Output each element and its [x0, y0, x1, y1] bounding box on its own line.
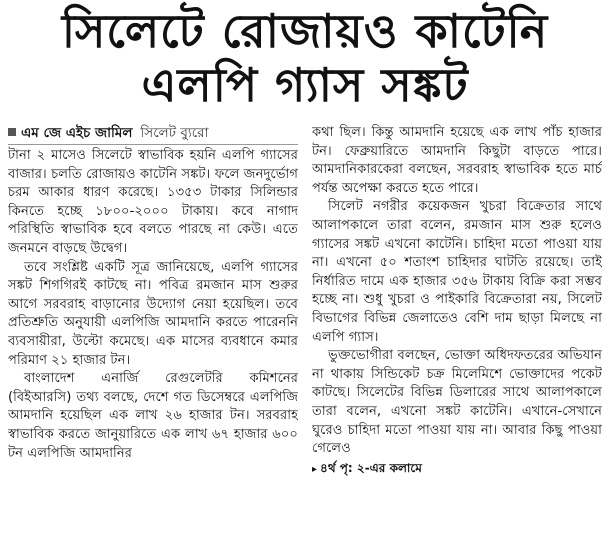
paragraph: টানা ২ মাসেও সিলেটে স্বাভাবিক হয়নি এলপি গ্যাসের বাজার। চলতি রোজায়ও কাটেনি সঙ্কট। ফলে জনদুর্ভোগ চরম আকার ধারণ করেছে। ১৩৫৩ টাকার সিলিন্ডার কিনতে হচ্ছে ১৮০০-২০০০ টাকায়। কবে নাগাদ পরিস্থিতি স্বাভাবিক হবে বলতে পারছে না কেউ। এতে জনমনে বাড়ছে উদ্বেগ।	[8, 148, 298, 256]
paragraph: কথা ছিল। কিন্তু আমদানি হয়েছে এক লাখ পাঁচ হাজার টন। ফেব্রুয়ারিতে আমদানি কিছুটা বাড়তে পারে। আমদানিকারকেরা বলছেন, সরবরাহ স্বাভাবিক হতে মার্চ পর্যন্ত অপেক্ষা করতে হতে পারে।	[312, 125, 602, 196]
byline-bureau: সিলেট ব্যুরো	[140, 125, 209, 141]
continuation-note	[312, 461, 422, 475]
headline-line-1: সিলেটে রোজায়ও কাটেনি	[61, 4, 549, 58]
byline	[8, 124, 298, 145]
continuation-text: ৪র্থ পৃ: ২-এর কলামে	[320, 460, 422, 475]
triangle-icon: ▸	[312, 463, 318, 475]
byline-square-icon	[8, 128, 16, 136]
byline-author: এম জে এইচ জামিল	[21, 125, 133, 141]
article-body	[8, 124, 602, 536]
paragraph: তবে সংশ্লিষ্ট একটি সূত্র জানিয়েছে, এলপি গ্যাসের সঙ্কট শিগগিরই কাটছে না। পবিত্র রমজান মাস শুরুর আগে সরবরাহ বাড়ানোর উদ্যোগ নেয়া হয়েছিল। তবে প্রতিশ্রুতি অনুযায়ী এলপিজি আমদানি করতে পারেননি ব্যবসায়ীরা, উল্টো কমেছে। এক মাসের ব্যবধানে কমার পরিমাণ ২১ হাজার টন।	[8, 259, 298, 368]
paragraph: সিলেট নগরীর কয়েকজন খুচরা বিক্রেতার সাথে আলাপকালে তারা বলেন, রমজান মাস শুরু হলেও গ্যাসের সঙ্কট এখনো কাটেনি। চাহিদা মতো পাওয়া যায় না। এখনো ৫০ শতাংশ চাহিদার ঘাটতি রয়েছে। তাই নির্ধারিত দামে এক হাজার ৩৫৬ টাকায় বিক্রি করা সম্ভব হচ্ছে না। শুধু খুচরা ও পাইকারি বিক্রেতারা নয়, সিলেট বিভাগের বিভিন্ন জেলাতেও বেশি দাম ছাড়া মিলছে না এলপি গ্যাস।	[312, 199, 602, 345]
right-column	[312, 124, 602, 536]
paragraph: ভুক্তভোগীরা বলছেন, ভোক্তা অধিদফতরের অভিযান না থাকায় সিন্ডিকেট চক্র মিলেমিশে ভোক্তাদের পকেট কাটছে। সিলেটের বিভিন্ন ডিলারের সাথে আলাপকালে তারা বলেন, এখনো সঙ্কট কাটেনি। এখানে-সেখানে ঘুরেও চাহিদা মতো পাওয়া যায় না। আবার কিছু পাওয়া গেলেও	[312, 348, 602, 457]
paragraph: বাংলাদেশ এনার্জি রেগুলেটরি কমিশনের (বিইআরসি) তথ্য বলছে, দেশে গত ডিসেম্বরে এলপিজি আমদানি হয়েছিল এক লাখ ২৬ হাজার টন। সরবরাহ স্বাভাবিক করতে জানুয়ারিতে এক লাখ ৬৭ হাজার ৬০০ টন এলপিজি আমদানির	[8, 371, 298, 461]
headline	[0, 4, 610, 112]
left-column	[8, 124, 298, 536]
headline-line-2: এলপি গ্যাস সঙ্কট	[141, 58, 469, 112]
